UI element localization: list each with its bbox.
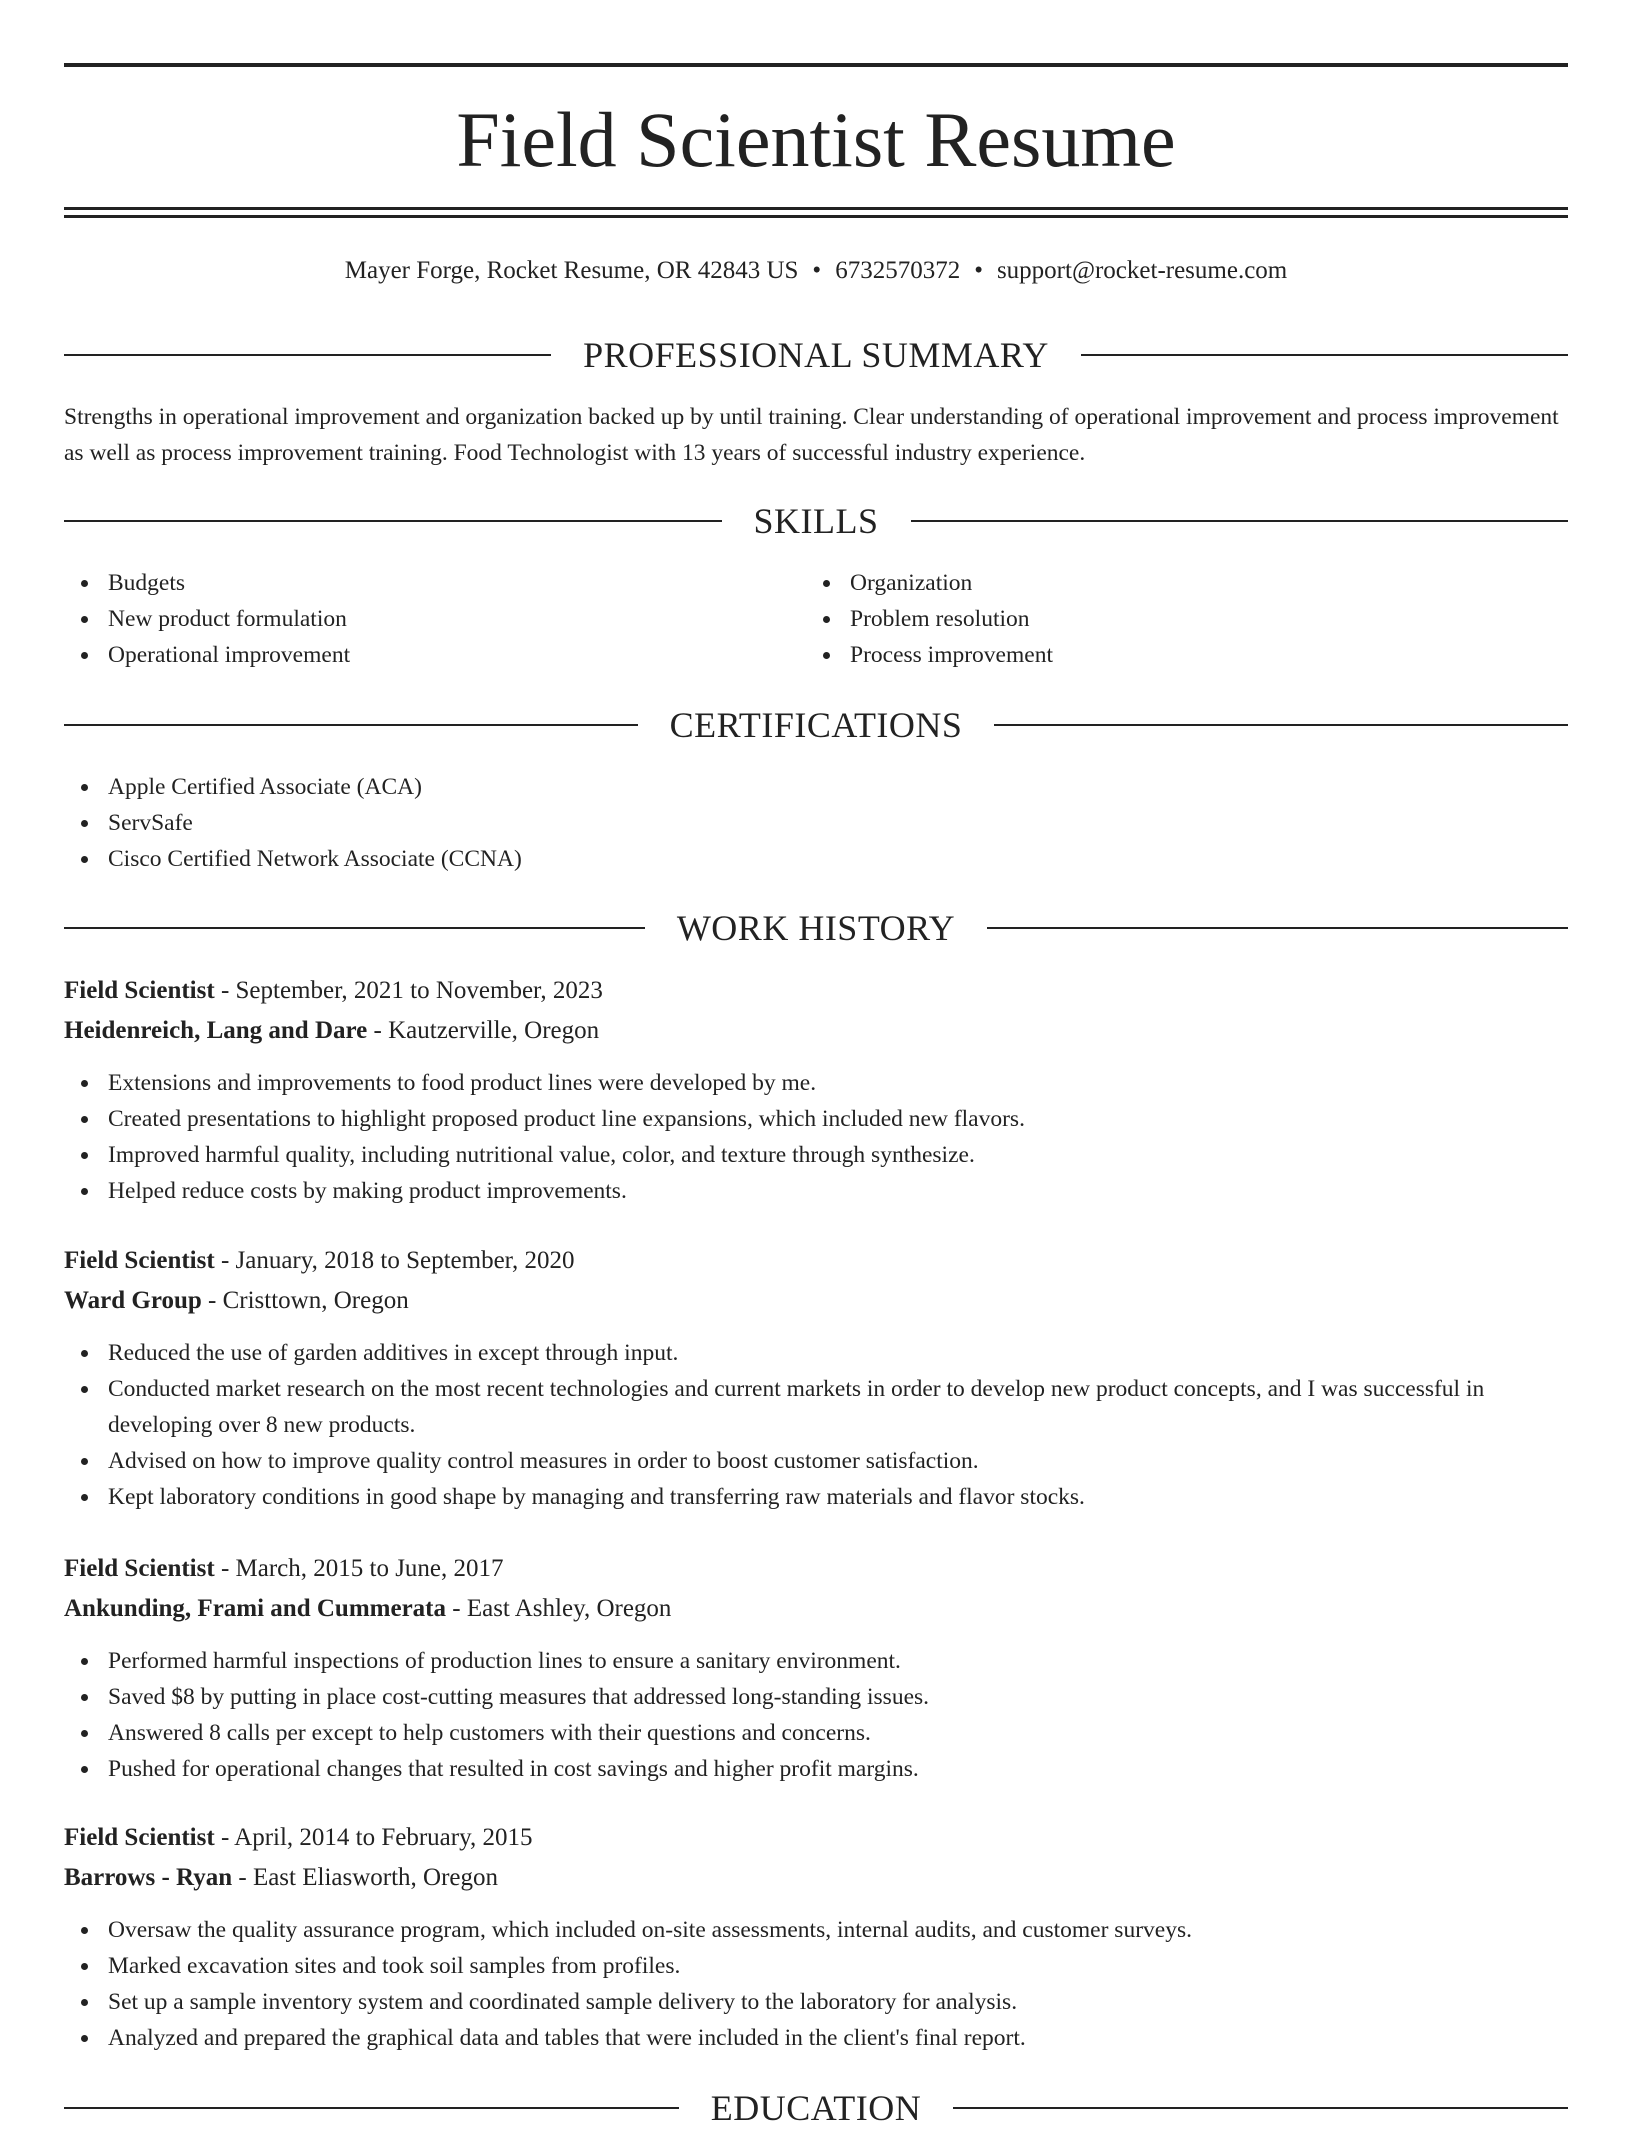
job-bullets [64, 1912, 1568, 2056]
job-title-line: Field Scientist - April, 2014 to February, 2015 [64, 1824, 533, 1851]
job-bullet: Helped reduce costs by making product improvements. [108, 1173, 1568, 1209]
job-title: Field Scientist [64, 1555, 215, 1582]
job-company-line: Ward Group - Cristtown, Oregon [64, 1287, 409, 1314]
skill-item: Problem resolution [850, 601, 1550, 637]
job-bullets [64, 1335, 1568, 1515]
section-rule [64, 2107, 679, 2109]
section-rule [64, 520, 722, 522]
section-title: WORK HISTORY [676, 908, 956, 948]
skill-item: Operational improvement [108, 637, 808, 673]
skill-item: Budgets [108, 565, 808, 601]
job-bullet: Extensions and improvements to food product lines were developed by me. [108, 1065, 1568, 1101]
section-rule [64, 724, 638, 726]
job-dates: September, 2021 to November, 2023 [235, 977, 603, 1004]
skill-item: Organization [850, 565, 1550, 601]
job-title-line: Field Scientist - September, 2021 to November, 2023 [64, 977, 603, 1004]
contact-line [64, 255, 1568, 287]
job-location: Kautzerville, Oregon [388, 1017, 600, 1044]
job-company-line: Barrows - Ryan - East Eliasworth, Oregon [64, 1864, 499, 1891]
certifications-list [64, 769, 1568, 877]
section-rule [64, 927, 645, 929]
section-header-skills [64, 499, 1568, 543]
job-bullet: Saved $8 by putting in place cost-cutting measures that addressed long-standing issues. [108, 1679, 1568, 1715]
section-rule [994, 724, 1568, 726]
job-bullet: Oversaw the quality assurance program, which included on-site assessments, internal audits, and customer surveys. [108, 1912, 1568, 1948]
job-bullet: Kept laboratory conditions in good shape by managing and transferring raw materials and flavor stocks. [108, 1479, 1568, 1515]
job-company: Barrows - Ryan [64, 1864, 233, 1891]
job-bullet: Set up a sample inventory system and coordinated sample delivery to the laboratory for analysis. [108, 1984, 1568, 2020]
job-company: Heidenreich, Lang and Dare [64, 1017, 368, 1044]
job-location: East Eliasworth, Oregon [252, 1864, 499, 1891]
page-title: Field Scientist Resume [456, 96, 1176, 183]
certification-item: Apple Certified Associate (ACA) [108, 769, 1568, 805]
job-dates: April, 2014 to February, 2015 [234, 1824, 533, 1851]
top-rule [64, 63, 1568, 67]
section-title: EDUCATION [710, 2088, 922, 2128]
job-bullet: Created presentations to highlight proposed product line expansions, which included new flavors. [108, 1101, 1568, 1137]
section-header-certifications [64, 703, 1568, 747]
job-company: Ankunding, Frami and Cummerata [64, 1595, 446, 1622]
job-bullet: Performed harmful inspections of production lines to ensure a sanitary environment. [108, 1643, 1568, 1679]
job-bullet: Conducted market research on the most recent technologies and current markets in order to develop new product concepts, and I was successful in developing over 8 new products. [108, 1371, 1568, 1443]
job-company-line: Ankunding, Frami and Cummerata - East Ashley, Oregon [64, 1595, 672, 1622]
job-bullet: Answered 8 calls per except to help customers with their questions and concerns. [108, 1715, 1568, 1751]
contact-email[interactable]: support@rocket-resume.com [996, 257, 1288, 284]
job-company: Ward Group [64, 1287, 202, 1314]
skills-list-left [64, 565, 808, 673]
job-title: Field Scientist [64, 1247, 215, 1274]
section-rule [64, 354, 551, 356]
section-header-summary [64, 333, 1568, 377]
certification-item: Cisco Certified Network Associate (CCNA) [108, 841, 1568, 877]
summary-text: Strengths in operational improvement and organization backed up by until training. Clear understanding of operational improvement and process improvement as well as process improvement training. Food Technologist with 13 years of successful industry experience. [64, 404, 1559, 466]
job-title-line: Field Scientist - March, 2015 to June, 2017 [64, 1555, 504, 1582]
section-title: SKILLS [753, 501, 879, 541]
contact-separator: • [812, 257, 822, 284]
job-bullets [64, 1065, 1568, 1209]
job-company-line: Heidenreich, Lang and Dare - Kautzerville, Oregon [64, 1017, 600, 1044]
title-double-rule [64, 207, 1568, 218]
section-header-work-history [64, 906, 1568, 950]
contact-address: Mayer Forge, Rocket Resume, OR 42843 US [344, 257, 799, 284]
job-title-line: Field Scientist - January, 2018 to September, 2020 [64, 1247, 575, 1274]
job-bullet: Pushed for operational changes that resulted in cost savings and higher profit margins. [108, 1751, 1568, 1787]
section-title: PROFESSIONAL SUMMARY [583, 335, 1049, 375]
job-location: Cristtown, Oregon [222, 1287, 409, 1314]
section-rule [953, 2107, 1568, 2109]
certification-item: ServSafe [108, 805, 1568, 841]
job-bullet: Reduced the use of garden additives in except through input. [108, 1335, 1568, 1371]
job-bullets [64, 1643, 1568, 1787]
skill-item: New product formulation [108, 601, 808, 637]
section-title: CERTIFICATIONS [669, 705, 963, 745]
job-title: Field Scientist [64, 1824, 215, 1851]
job-dates: March, 2015 to June, 2017 [235, 1555, 504, 1582]
section-rule [911, 520, 1569, 522]
job-dates: January, 2018 to September, 2020 [235, 1247, 575, 1274]
section-rule [1081, 354, 1568, 356]
contact-separator: • [974, 257, 983, 284]
job-bullet: Marked excavation sites and took soil samples from profiles. [108, 1948, 1568, 1984]
job-bullet: Improved harmful quality, including nutritional value, color, and texture through synthesize. [108, 1137, 1568, 1173]
contact-phone: 6732570372 [835, 257, 961, 284]
section-header-education [64, 2086, 1568, 2130]
job-location: East Ashley, Oregon [466, 1595, 672, 1622]
skills-list-right [806, 565, 1550, 673]
job-bullet: Advised on how to improve quality control measures in order to boost customer satisfaction. [108, 1443, 1568, 1479]
job-title: Field Scientist [64, 977, 215, 1004]
section-rule [987, 927, 1568, 929]
skill-item: Process improvement [850, 637, 1550, 673]
job-bullet: Analyzed and prepared the graphical data and tables that were included in the client's final report. [108, 2020, 1568, 2056]
